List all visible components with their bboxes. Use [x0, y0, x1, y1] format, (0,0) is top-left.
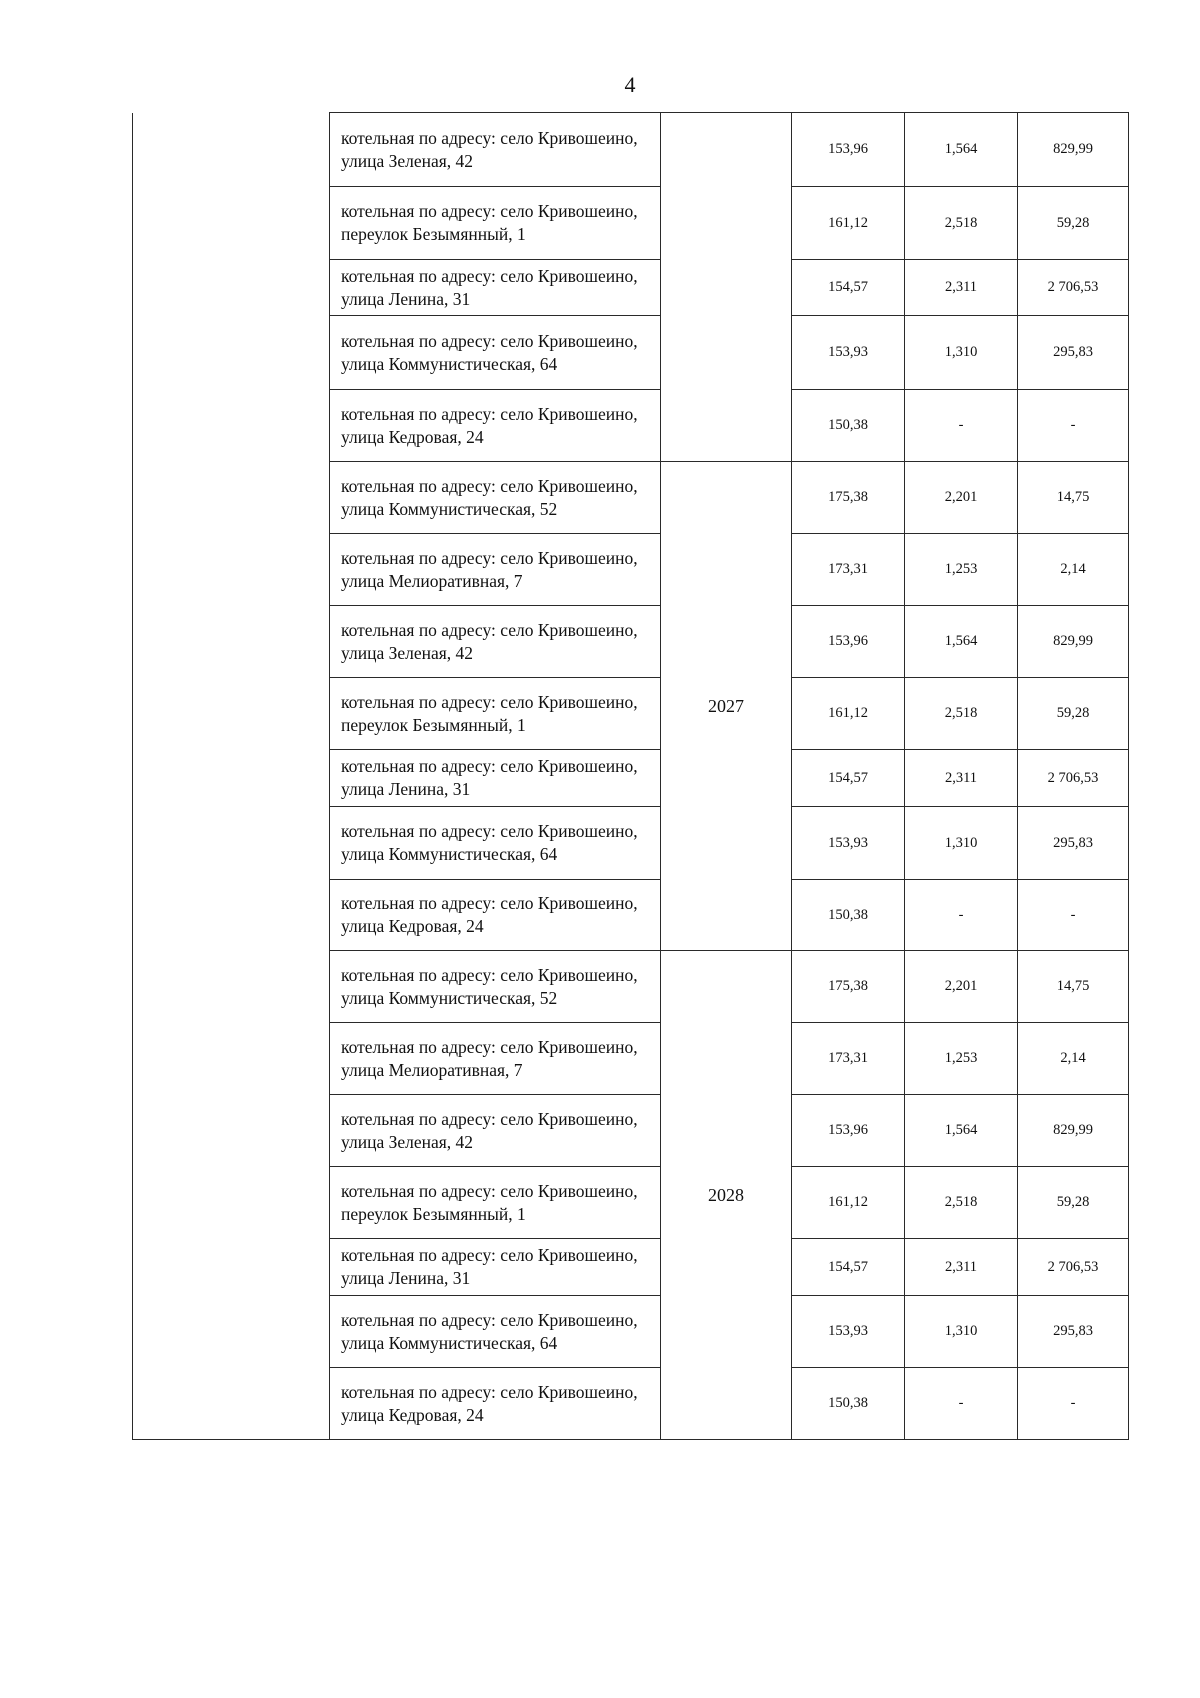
value-cell: 154,57: [792, 1239, 905, 1296]
value-cell: 14,75: [1018, 462, 1129, 534]
address-cell: котельная по адресу: село Кривошеино, переулок Безымянный, 1: [330, 187, 661, 260]
address-cell: котельная по адресу: село Кривошеино, улица Коммунистическая, 64: [330, 1296, 661, 1368]
address-cell: котельная по адресу: село Кривошеино, улица Зеленая, 42: [330, 606, 661, 678]
value-cell: 829,99: [1018, 113, 1129, 187]
year-cell: [661, 113, 792, 462]
value-cell: 59,28: [1018, 1167, 1129, 1239]
value-cell: 173,31: [792, 1023, 905, 1095]
value-cell: 295,83: [1018, 807, 1129, 880]
year-cell: 2028: [661, 951, 792, 1440]
value-cell: 295,83: [1018, 316, 1129, 390]
tariff-table: [132, 112, 1129, 1440]
address-cell: котельная по адресу: село Кривошеино, улица Ленина, 31: [330, 260, 661, 316]
value-cell: 154,57: [792, 260, 905, 316]
value-cell: -: [905, 390, 1018, 462]
value-cell: 1,564: [905, 113, 1018, 187]
year-cell: 2027: [661, 462, 792, 951]
value-cell: 153,96: [792, 606, 905, 678]
address-cell: котельная по адресу: село Кривошеино, улица Зеленая, 42: [330, 1095, 661, 1167]
value-cell: 173,31: [792, 534, 905, 606]
value-cell: -: [905, 880, 1018, 951]
value-cell: 59,28: [1018, 187, 1129, 260]
value-cell: 150,38: [792, 880, 905, 951]
value-cell: 153,93: [792, 316, 905, 390]
value-cell: 2,201: [905, 462, 1018, 534]
address-cell: котельная по адресу: село Кривошеино, улица Кедровая, 24: [330, 1368, 661, 1440]
address-cell: котельная по адресу: село Кривошеино, улица Коммунистическая, 52: [330, 462, 661, 534]
value-cell: 161,12: [792, 1167, 905, 1239]
value-cell: 2,518: [905, 187, 1018, 260]
value-cell: 1,253: [905, 1023, 1018, 1095]
value-cell: 2,14: [1018, 1023, 1129, 1095]
value-cell: 2,14: [1018, 534, 1129, 606]
address-cell: котельная по адресу: село Кривошеино, улица Кедровая, 24: [330, 390, 661, 462]
value-cell: 14,75: [1018, 951, 1129, 1023]
address-cell: котельная по адресу: село Кривошеино, улица Ленина, 31: [330, 750, 661, 807]
value-cell: 1,564: [905, 606, 1018, 678]
page-number: 4: [624, 72, 636, 97]
value-cell: 175,38: [792, 951, 905, 1023]
organization-cell: [133, 113, 330, 1440]
value-cell: 175,38: [792, 462, 905, 534]
address-cell: котельная по адресу: село Кривошеино, переулок Безымянный, 1: [330, 1167, 661, 1239]
value-cell: 2,311: [905, 260, 1018, 316]
address-cell: котельная по адресу: село Кривошеино, улица Коммунистическая, 64: [330, 807, 661, 880]
value-cell: 2,201: [905, 951, 1018, 1023]
address-cell: котельная по адресу: село Кривошеино, переулок Безымянный, 1: [330, 678, 661, 750]
table-row: [133, 113, 1129, 187]
value-cell: -: [1018, 1368, 1129, 1440]
value-cell: 2,311: [905, 750, 1018, 807]
value-cell: -: [905, 1368, 1018, 1440]
value-cell: 2 706,53: [1018, 750, 1129, 807]
value-cell: 153,93: [792, 1296, 905, 1368]
address-cell: котельная по адресу: село Кривошеино, улица Коммунистическая, 52: [330, 951, 661, 1023]
address-cell: котельная по адресу: село Кривошеино, улица Ленина, 31: [330, 1239, 661, 1296]
value-cell: 1,310: [905, 1296, 1018, 1368]
value-cell: 161,12: [792, 678, 905, 750]
value-cell: 2,518: [905, 678, 1018, 750]
value-cell: 153,96: [792, 113, 905, 187]
value-cell: 1,310: [905, 807, 1018, 880]
address-cell: котельная по адресу: село Кривошеино, улица Кедровая, 24: [330, 880, 661, 951]
value-cell: 2 706,53: [1018, 1239, 1129, 1296]
address-cell: котельная по адресу: село Кривошеино, улица Зеленая, 42: [330, 113, 661, 187]
value-cell: 153,96: [792, 1095, 905, 1167]
value-cell: 150,38: [792, 1368, 905, 1440]
address-cell: котельная по адресу: село Кривошеино, улица Коммунистическая, 64: [330, 316, 661, 390]
value-cell: 2,311: [905, 1239, 1018, 1296]
value-cell: 829,99: [1018, 1095, 1129, 1167]
value-cell: 295,83: [1018, 1296, 1129, 1368]
value-cell: 2 706,53: [1018, 260, 1129, 316]
table-body: [133, 113, 1129, 1440]
value-cell: 829,99: [1018, 606, 1129, 678]
value-cell: 153,93: [792, 807, 905, 880]
value-cell: 1,253: [905, 534, 1018, 606]
value-cell: -: [1018, 880, 1129, 951]
value-cell: 154,57: [792, 750, 905, 807]
value-cell: 161,12: [792, 187, 905, 260]
address-cell: котельная по адресу: село Кривошеино, улица Мелиоративная, 7: [330, 1023, 661, 1095]
value-cell: 150,38: [792, 390, 905, 462]
address-cell: котельная по адресу: село Кривошеино, улица Мелиоративная, 7: [330, 534, 661, 606]
value-cell: 59,28: [1018, 678, 1129, 750]
value-cell: 2,518: [905, 1167, 1018, 1239]
value-cell: 1,564: [905, 1095, 1018, 1167]
value-cell: 1,310: [905, 316, 1018, 390]
value-cell: -: [1018, 390, 1129, 462]
